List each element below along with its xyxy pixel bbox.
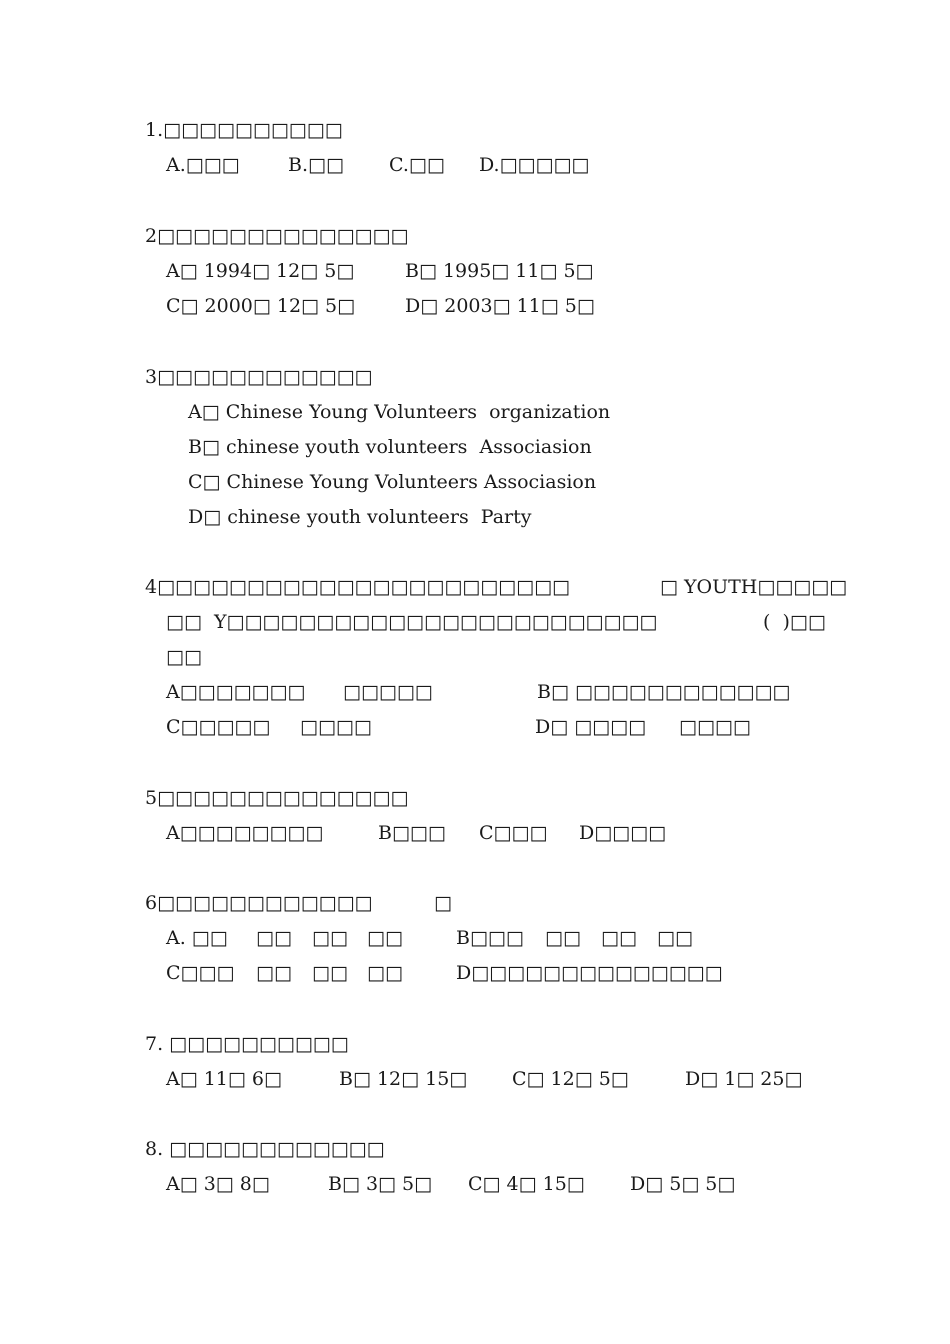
question-6-option-b-part: □□ <box>657 927 693 949</box>
question-2-option-c: C□ 2000□ 12□ 5□ <box>166 295 356 317</box>
question-1-option-b: B.□□ <box>288 154 344 176</box>
question-2-option-b: B□ 1995□ 11□ 5□ <box>405 260 594 282</box>
question-6-option-b: B□□□ <box>456 927 524 949</box>
question-1-stem: 1.□□□□□□□□□□ <box>145 119 343 141</box>
question-6-option-c-part: □□ <box>256 962 292 984</box>
question-8-option-b: B□ 3□ 5□ <box>328 1173 433 1195</box>
question-6-option-a: A. □□ <box>166 927 228 949</box>
question-8-option-c: C□ 4□ 15□ <box>468 1173 585 1195</box>
question-6-stem: 6□□□□□□□□□□□□ <box>145 892 373 914</box>
question-6-option-a-part: □□ <box>367 927 403 949</box>
question-3-option-d: D□ chinese youth volunteers Party <box>188 506 532 528</box>
question-4-answer-blank: ( )□□ <box>763 611 826 633</box>
question-4-stem-line-1-end: □ YOUTH□□□□□ <box>660 576 848 598</box>
question-6-option-a-part: □□ <box>256 927 292 949</box>
question-5-option-b: B□□□ <box>378 822 446 844</box>
question-5-option-a: A□□□□□□□□ <box>166 822 324 844</box>
question-8-stem: 8. □□□□□□□□□□□□ <box>145 1138 385 1160</box>
question-7-option-c: C□ 12□ 5□ <box>512 1068 629 1090</box>
question-5-option-d: D□□□□ <box>579 822 667 844</box>
question-1-option-c: C.□□ <box>389 154 445 176</box>
question-4-option-d-part-2: □□□□ <box>679 716 751 738</box>
question-7-option-b: B□ 12□ 15□ <box>339 1068 468 1090</box>
question-6-option-b-part: □□ <box>601 927 637 949</box>
question-4-option-b: B□ □□□□□□□□□□□□ <box>537 681 791 703</box>
question-7-option-a: A□ 11□ 6□ <box>166 1068 282 1090</box>
question-4-option-a: A□□□□□□□ <box>166 681 306 703</box>
question-4-option-c: C□□□□□ <box>166 716 271 738</box>
question-1-option-a: A.□□□ <box>166 154 240 176</box>
question-5-option-c: C□□□ <box>479 822 548 844</box>
question-6-stem-tail: □ <box>434 892 452 914</box>
question-2-stem: 2□□□□□□□□□□□□□□ <box>145 225 409 247</box>
question-4-option-c-part-2: □□□□ <box>300 716 372 738</box>
question-3-stem: 3□□□□□□□□□□□□ <box>145 366 373 388</box>
question-4-stem-line-2: □□ Y□□□□□□□□□□□□□□□□□□□□□□□□ <box>166 611 658 633</box>
question-6-option-c-part: □□ <box>312 962 348 984</box>
question-1-option-d: D.□□□□□ <box>479 154 590 176</box>
question-4-stem-line-1: 4□□□□□□□□□□□□□□□□□□□□□□□ <box>145 576 570 598</box>
question-3-option-b: B□ chinese youth volunteers Associasion <box>188 436 592 458</box>
question-4-option-d: D□ □□□□ <box>535 716 647 738</box>
question-8-option-a: A□ 3□ 8□ <box>166 1173 270 1195</box>
question-6-option-d: D□□□□□□□□□□□□□□ <box>456 962 723 984</box>
question-3-option-a: A□ Chinese Young Volunteers organization <box>188 401 611 423</box>
question-7-stem: 7. □□□□□□□□□□ <box>145 1033 349 1055</box>
question-5-stem: 5□□□□□□□□□□□□□□ <box>145 787 409 809</box>
question-7-option-d: D□ 1□ 25□ <box>685 1068 803 1090</box>
question-4-option-a-part-2: □□□□□ <box>343 681 433 703</box>
question-8-option-d: D□ 5□ 5□ <box>630 1173 736 1195</box>
question-6-option-b-part: □□ <box>545 927 581 949</box>
question-6-option-a-part: □□ <box>312 927 348 949</box>
question-2-option-d: D□ 2003□ 11□ 5□ <box>405 295 595 317</box>
question-3-option-c: C□ Chinese Young Volunteers Associasion <box>188 471 597 493</box>
question-6-option-c-part: □□ <box>367 962 403 984</box>
question-4-stem-line-3: □□ <box>166 646 202 668</box>
question-2-option-a: A□ 1994□ 12□ 5□ <box>166 260 355 282</box>
question-6-option-c: C□□□ <box>166 962 235 984</box>
